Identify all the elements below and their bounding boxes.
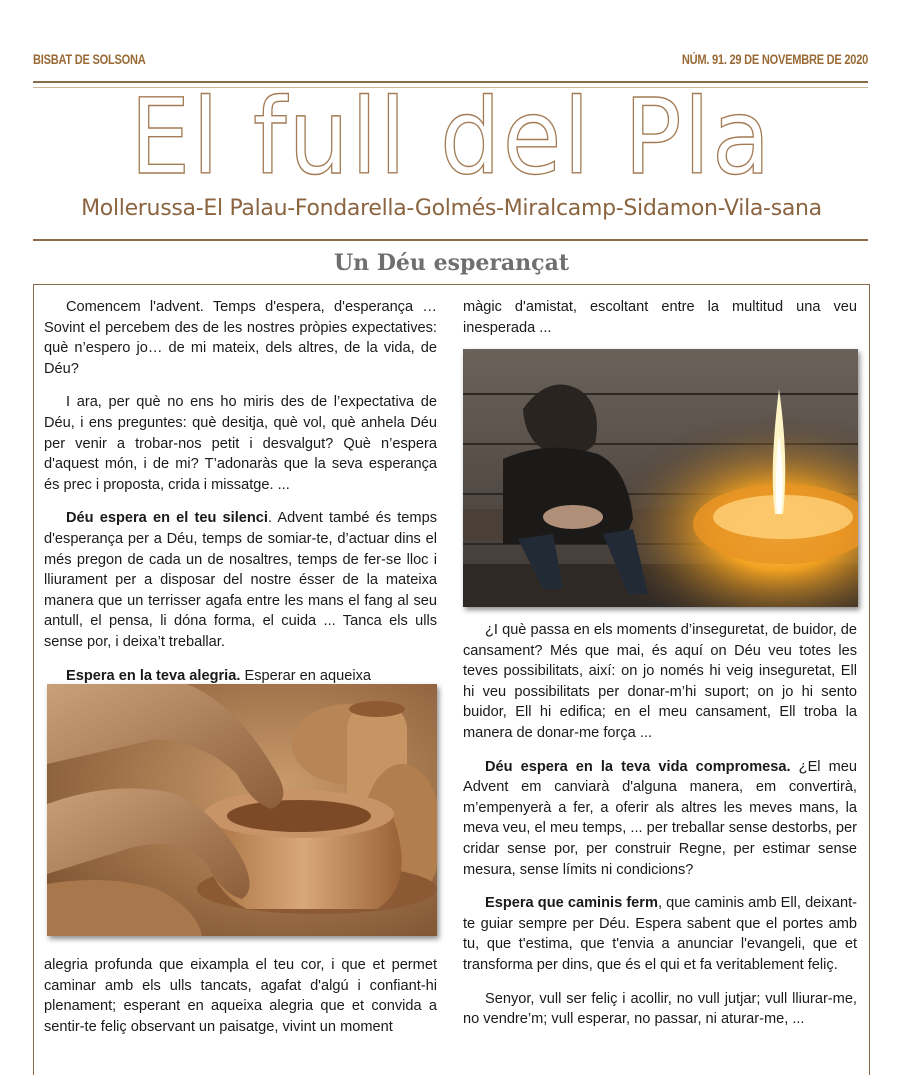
- paragraph-3: [44, 508, 437, 652]
- paragraph-6-lead: Déu espera en la teva vida compromesa.: [485, 758, 791, 775]
- paragraph-3-text: . Advent també és temps d'esperança per a Déu, temps de somiar-te, d’actuar dins el més pregon de cada un de nosaltres, temps de fer-se lloc i lliurament per a disposar del nostre ésser de la mateixa manera que un terrisser agafa entre les mans el fang al seu antull, el pensa, li dóna forma, el cuida ... Tanca els ulls sense por, i deixa’t treballar.: [44, 510, 437, 650]
- paragraph-6-text: ¿El meu Advent em canviarà d'alguna manera, em convertirà, m’empenyerà a fer, a oferir als altres les meves mans, la meva veu, el meu temps, ... per treballar sense destorbs, per cridar sense por, per construir Regne, per estimar sense mesura, sense límits ni condicions?: [463, 758, 858, 878]
- article-title: Un Déu esperançat: [334, 250, 569, 276]
- diocese-label: BISBAT DE SOLSONA: [33, 52, 146, 67]
- paragraph-5: ¿I què passa en els moments d’inseguretat, de buidor, de cansament? Més que mai, és aquí on Déu veu totes les teves possibilitats, així: on jo només hi veig inseguretat, Ell hi veu possibilitats per donar-m’hi suport; on jo hi sento buidor, Ell hi edifica; en el meu cansament, Ell troba la manera de donar-me força ...: [463, 622, 857, 741]
- paragraph-4-lead: Espera en la teva alegria.: [66, 667, 241, 684]
- pottery-image: [47, 684, 437, 936]
- paragraph-7: [463, 893, 857, 975]
- paragraph-7-text: , que caminis amb Ell, deixant-te guiar sempre per Déu. Espera sabent que el portes amb tu, que t'estima, que t'envia a anunciar l'evangeli, que et transforma per dins, que és el qui et fa veritablement feliç.: [463, 895, 857, 973]
- masthead: [0, 76, 903, 198]
- candle-photo: [463, 349, 858, 607]
- paragraph-4-continued: alegria profunda que eixampla el teu cor, i que et permet caminar amb els ulls tancats, agafat d'algú i confiant-hi plenament; esperant en aqueixa alegria que et convida a sentir-te feliç observant un paisatge, vivint un moment: [44, 957, 437, 1035]
- left-column-continued: [44, 955, 437, 1050]
- top-bar: [33, 52, 868, 72]
- masthead-title: El full del Pla: [130, 76, 773, 198]
- issue-label: NÚM. 91. 29 DE NOVEMBRE DE 2020: [681, 52, 868, 67]
- paragraph-4-text: Esperar en aqueixa: [240, 667, 372, 684]
- paragraph-4: [44, 666, 437, 687]
- paragraph-7-lead: Espera que caminis ferm: [485, 895, 658, 912]
- left-column: [44, 297, 437, 699]
- paragraph-4-end: màgic d'amistat, escoltant entre la multitud una veu inesperada ...: [463, 299, 857, 336]
- paragraph-8: Senyor, vull ser feliç i acollir, no vull jutjar; vull lliurar-me, no vendre’m; vull esperar, no passar, ni aturar-me, ...: [463, 990, 857, 1028]
- paragraph-3-lead: Déu espera en el teu silenci: [66, 510, 268, 527]
- paragraph-1: Comencem l'advent. Temps d'espera, d'esperança … Sovint el percebem des de les nostres pròpies expectatives: què n’espero jo… de mi mateix, dels altres, de la vida, de Déu?: [44, 299, 437, 377]
- paragraph-2: I ara, per què no ens ho miris des de l’expectativa de Déu, i ens preguntes: què desitja, què vol, què anhela Déu per venir a trobar-nos petit i desvalgut? Què n’espera d'aquest món, i de mi? T’adonaràs que la seva esperança és prec i proposta, crida i missatge. ...: [44, 394, 437, 493]
- right-column: [463, 297, 857, 351]
- pottery-photo: [47, 684, 437, 936]
- masthead-rule: [33, 239, 868, 241]
- right-column-continued: [463, 620, 857, 1043]
- candle-image: [463, 349, 858, 607]
- towns-subtitle: Mollerussa-El Palau-Fondarella-Golmés-Miralcamp-Sidamon-Vila-sana: [81, 196, 822, 221]
- paragraph-6: [463, 757, 857, 881]
